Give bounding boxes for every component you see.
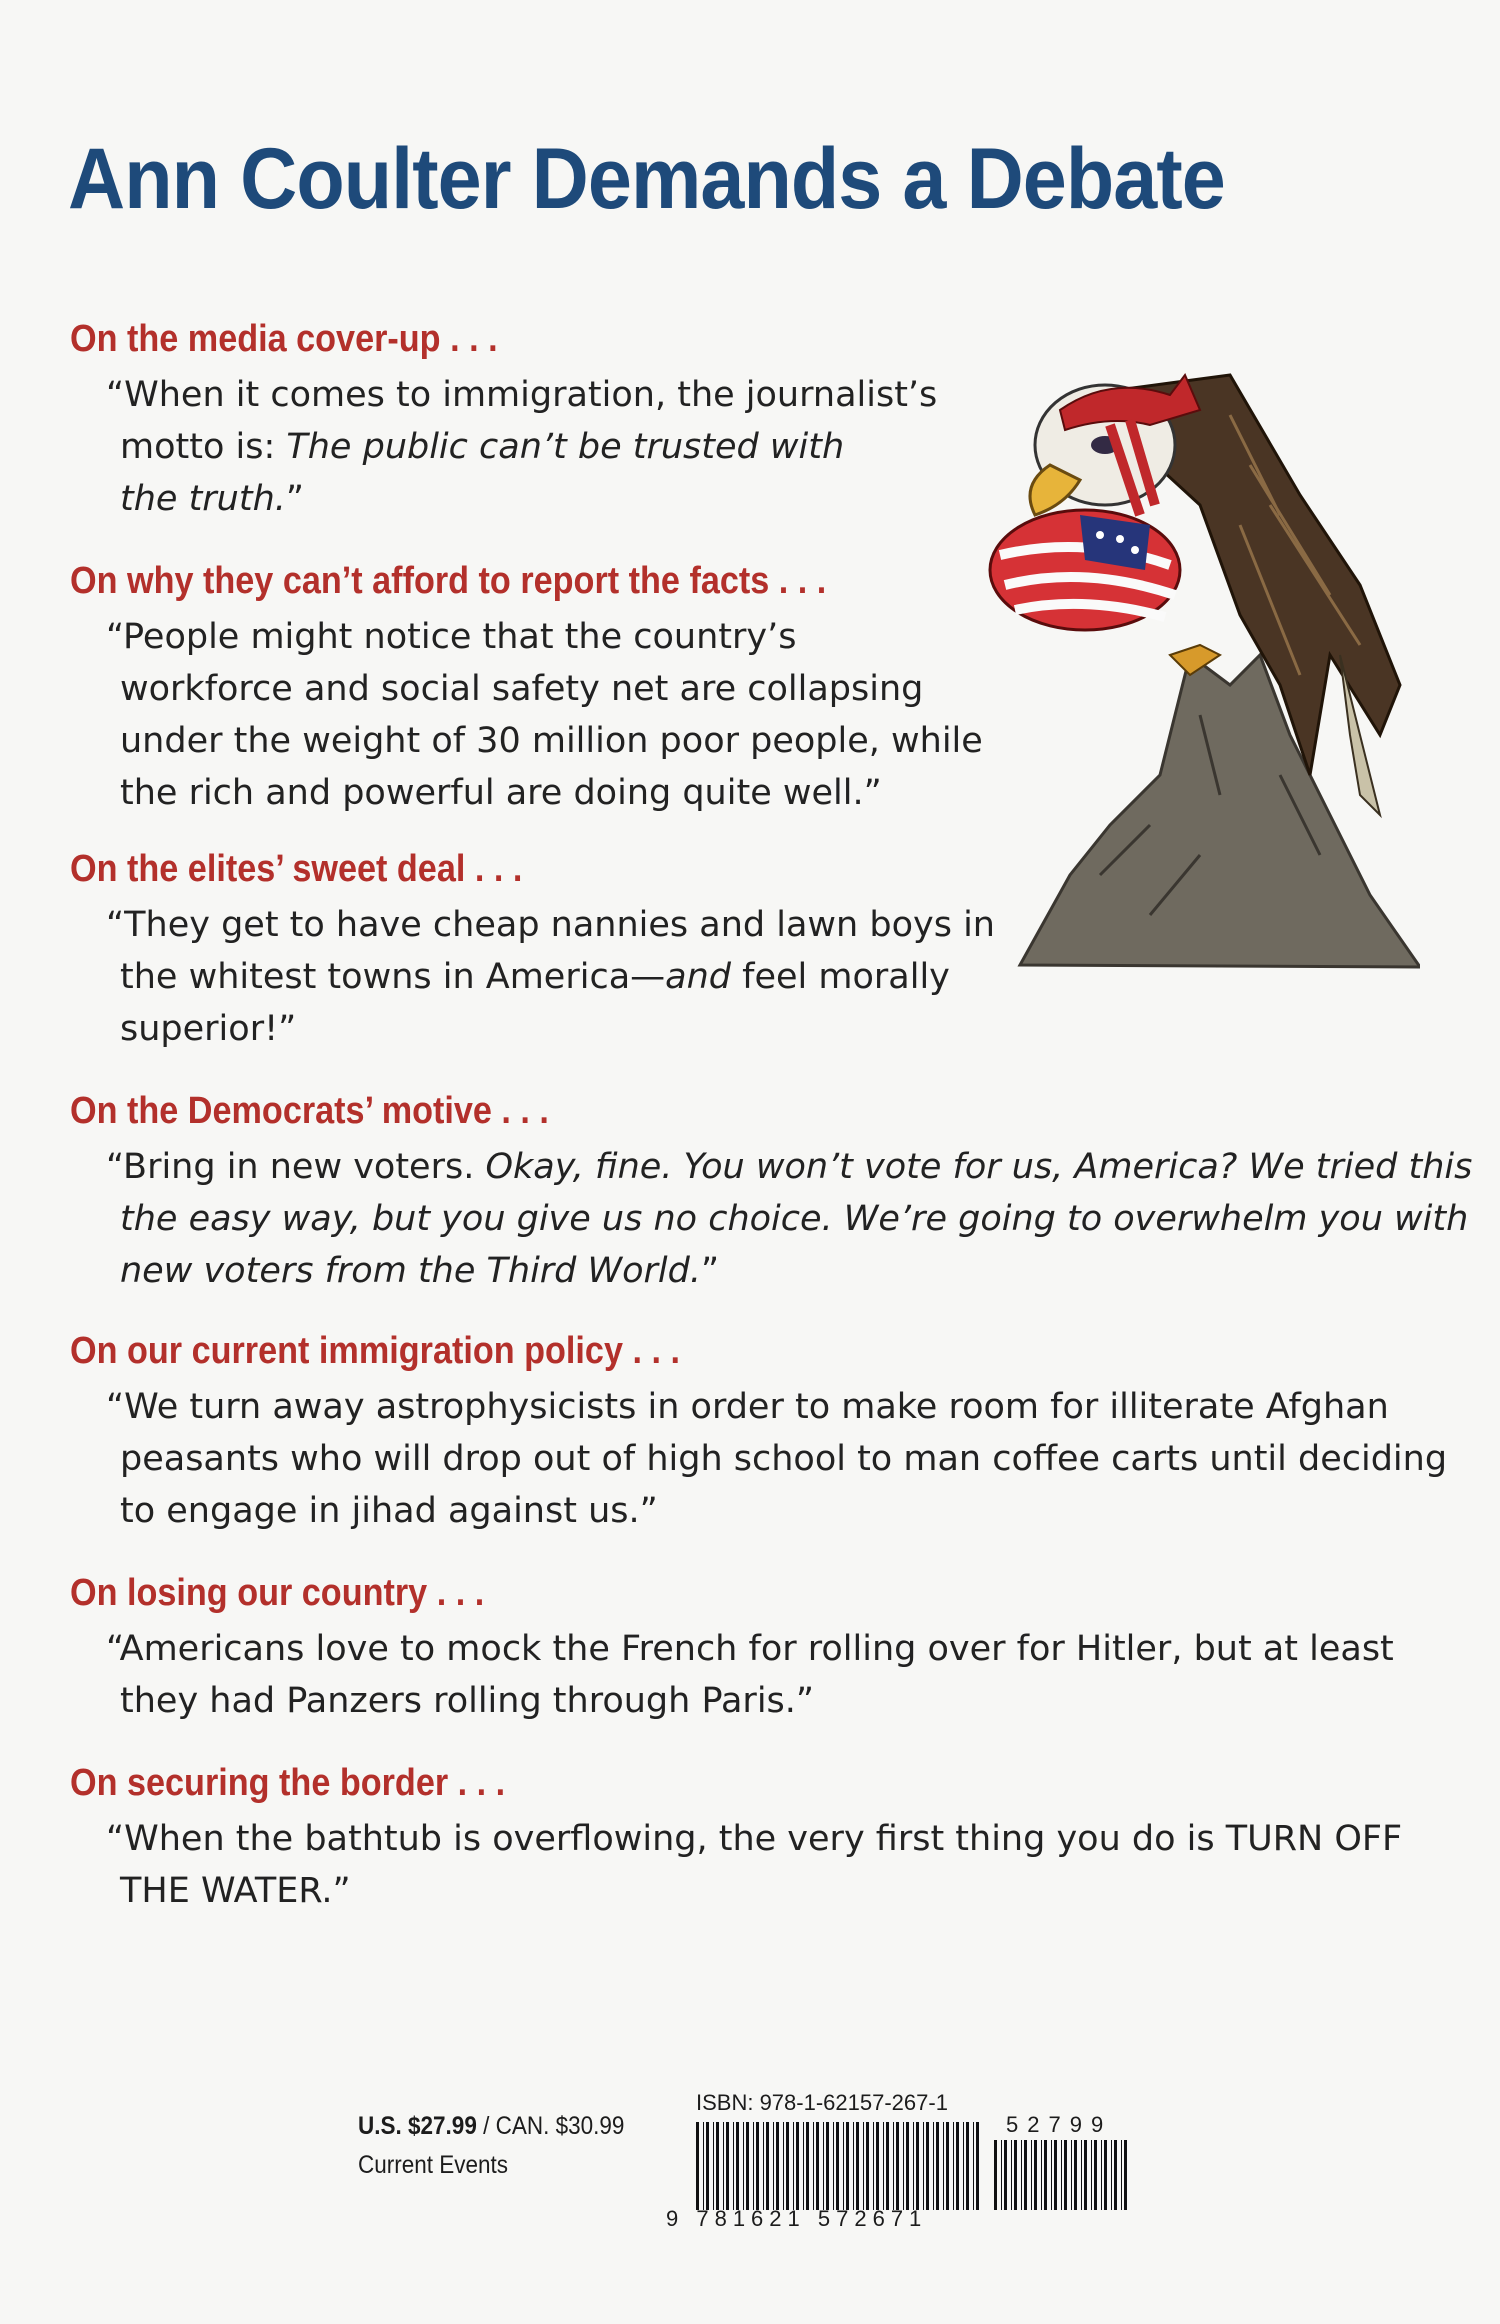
quote-segment: motto is: (120, 427, 287, 467)
barcode-digits: 9 781621 572671 (666, 2206, 928, 2231)
category-label: Current Events (358, 2151, 509, 2179)
quote-segment: “Americans love to mock the French for rolling over for Hitler, but at least (106, 1629, 1394, 1669)
quote-text (106, 611, 983, 819)
quote-line (106, 767, 983, 819)
price-line (358, 2112, 624, 2141)
quote-segment: “They get to have cheap nannies and lawn boys in (106, 905, 995, 945)
section-heading: On why they can’t afford to report the facts . . . (70, 560, 827, 602)
quote-section (70, 1330, 1447, 1537)
quote-section (70, 848, 995, 1055)
quote-italic-segment: the truth. (120, 479, 286, 519)
page-title: Ann Coulter Demands a Debate (68, 131, 1225, 227)
quote-section (70, 318, 937, 525)
quote-segment: ” (285, 479, 305, 519)
quote-segment: the rich and powerful are doing quite well.” (120, 773, 882, 813)
quote-segment: the whitest towns in America— (120, 957, 666, 997)
isbn-barcode-icon (694, 2122, 984, 2210)
quote-italic-segment: and (665, 957, 732, 997)
quote-segment: THE WATER.” (120, 1871, 351, 1911)
quote-segment: “When it comes to immigration, the journalist’s (106, 375, 938, 415)
price-block (358, 2112, 654, 2180)
quote-text (106, 1623, 1394, 1727)
quote-line (106, 1813, 1402, 1865)
section-heading: On securing the border . . . (70, 1762, 506, 1804)
quote-line (106, 1141, 1472, 1193)
quote-line (106, 1865, 1402, 1917)
quote-line (106, 611, 983, 663)
quote-line (106, 899, 995, 951)
quote-text (106, 1381, 1447, 1537)
quote-segment: “People might notice that the country’s (106, 617, 797, 657)
section-heading: On the media cover-up . . . (70, 318, 498, 360)
barcode-area (666, 2090, 1146, 2240)
eagle-illustration-icon (900, 355, 1420, 975)
quote-segment: “Bring in new voters. (106, 1147, 486, 1187)
quote-italic-segment: Okay, fine. You won’t vote for us, America? We tried this (485, 1147, 1473, 1187)
quote-segment: “When the bathtub is overflowing, the very first thing you do is TURN OFF (106, 1819, 1403, 1859)
quote-line (106, 1485, 1447, 1537)
quote-section (70, 1090, 1472, 1297)
section-heading: On the Democrats’ motive . . . (70, 1090, 549, 1132)
quote-segment: peasants who will drop out of high school to man coffee carts until deciding (120, 1439, 1448, 1479)
section-heading: On losing our country . . . (70, 1572, 485, 1614)
quote-line (106, 715, 983, 767)
quote-segment: feel morally (731, 957, 950, 997)
quote-segment: ” (701, 1251, 720, 1291)
quote-segment: superior!” (120, 1009, 297, 1049)
section-heading: On the elites’ sweet deal . . . (70, 848, 523, 890)
quote-text (106, 899, 995, 1055)
quote-line (106, 663, 983, 715)
quote-text (106, 1141, 1472, 1297)
quote-line (106, 1193, 1472, 1245)
quote-line (106, 369, 937, 421)
quote-italic-segment: the easy way, but you give us no choice. We’re going to overwhelm you with (120, 1199, 1469, 1239)
canada-price: CAN. $30.99 (495, 2112, 625, 2140)
quote-section (70, 1572, 1394, 1727)
quote-segment: “We turn away astrophysicists in order to make room for illiterate Afghan (106, 1387, 1389, 1427)
quote-italic-segment: The public can’t be trusted with (286, 427, 845, 467)
quote-text (106, 369, 937, 525)
section-heading: On our current immigration policy . . . (70, 1330, 680, 1372)
price-code: 52799 (1006, 2112, 1113, 2137)
price-barcode-icon (992, 2140, 1132, 2210)
quote-line (106, 1381, 1447, 1433)
quote-line (106, 1433, 1447, 1485)
quote-section (70, 560, 983, 819)
us-price: U.S. $27.99 (358, 2112, 477, 2140)
quote-line (106, 1675, 1394, 1727)
quote-line (106, 1245, 1472, 1297)
quote-segment: they had Panzers rolling through Paris.” (120, 1681, 815, 1721)
quote-segment: under the weight of 30 million poor people, while (120, 721, 983, 761)
isbn-label: ISBN: 978-1-62157-267-1 (696, 2090, 948, 2115)
quote-segment: to engage in jihad against us.” (120, 1491, 658, 1531)
price-separator: / (476, 2112, 496, 2140)
quote-line (106, 1623, 1394, 1675)
quote-section (70, 1762, 1402, 1917)
quote-text (106, 1813, 1402, 1917)
quote-italic-segment: new voters from the Third World. (120, 1251, 702, 1291)
quote-line (106, 951, 995, 1003)
quote-line (106, 421, 937, 473)
quote-line (106, 1003, 995, 1055)
quote-segment: workforce and social safety net are collapsing (120, 669, 924, 709)
quote-line (106, 473, 937, 525)
